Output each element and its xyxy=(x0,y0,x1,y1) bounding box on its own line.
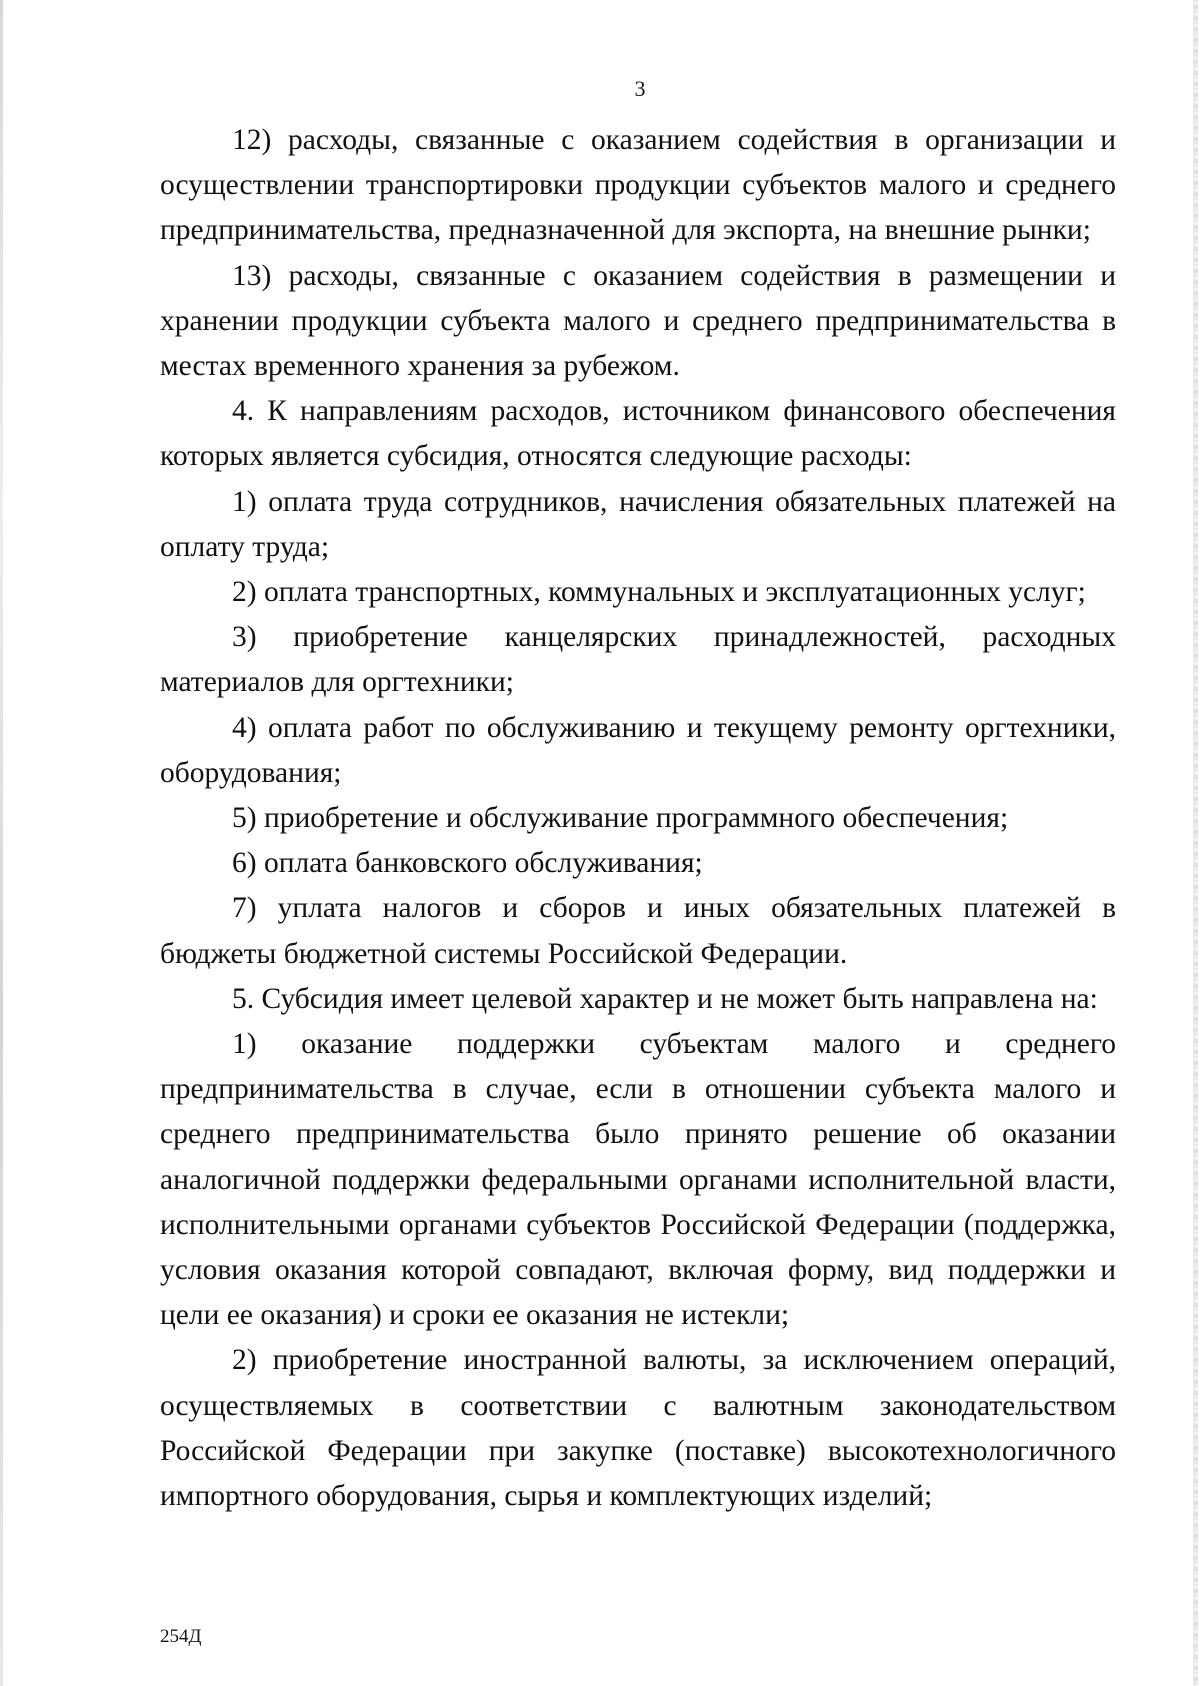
paragraph-5-item-1: 1) оказание поддержки субъектам малого и среднего предпринимательства в случае, если в отношении субъекта малого и среднего предпринимательства было принято решение об оказании аналогичной поддержки федеральными органами исполнительной власти, исполнительными органами субъектов Российской Федерации (поддержка, условия оказания которой совпадают, включая форму, вид поддержки и цели ее оказания) и сроки ее оказания не истекли; xyxy=(160,1028,1116,1332)
paragraph-4-item-7: 7) уплата налогов и сборов и иных обязательных платежей в бюджеты бюджетной системы Российской Федерации. xyxy=(160,892,1116,970)
paragraph-4-item-1: 1) оплата труда сотрудников, начисления обязательных платежей на оплату труда; xyxy=(160,485,1116,563)
document-body xyxy=(160,118,1116,1519)
paragraph-5-item-2: 2) приобретение иностранной валюты, за исключением операций, осуществляемых в соответствии с валютным законодательством Российской Федерации при закупке (поставке) высокотехнологичного импортного оборудования, сырья и комплектующих изделий; xyxy=(160,1344,1116,1513)
scan-left-edge xyxy=(0,0,3,1686)
paragraph-13-storage: 13) расходы, связанные с оказанием содействия в размещении и хранении продукции субъекта малого и среднего предпринимательства в местах временного хранения за рубежом. xyxy=(160,259,1116,383)
paragraph-4-item-5: 5) приобретение и обслуживание программного обеспечения; xyxy=(232,802,1009,835)
document-code: 254Д xyxy=(160,1626,202,1647)
paragraph-4-item-2: 2) оплата транспортных, коммунальных и эксплуатационных услуг; xyxy=(232,576,1086,609)
paragraph-section-4: 4. К направлениям расходов, источником финансового обеспечения которых является субсидия, относятся следующие расходы: xyxy=(160,395,1116,473)
scan-right-edge xyxy=(1193,0,1198,1686)
paragraph-section-5: 5. Субсидия имеет целевой характер и не может быть направлена на: xyxy=(232,982,1098,1015)
paragraph-4-item-3: 3) приобретение канцелярских принадлежностей, расходных материалов для оргтехники; xyxy=(160,621,1116,699)
paragraph-12-transport: 12) расходы, связанные с оказанием содействия в организации и осуществлении транспортировки продукции субъектов малого и среднего предпринимательства, предназначенной для экспорта, на внешние рынки; xyxy=(160,124,1116,247)
paragraph-4-item-4: 4) оплата работ по обслуживанию и текущему ремонту оргтехники, оборудования; xyxy=(160,711,1116,789)
page-number: 3 xyxy=(634,76,646,101)
paragraph-4-item-6: 6) оплата банковского обслуживания; xyxy=(232,847,703,880)
